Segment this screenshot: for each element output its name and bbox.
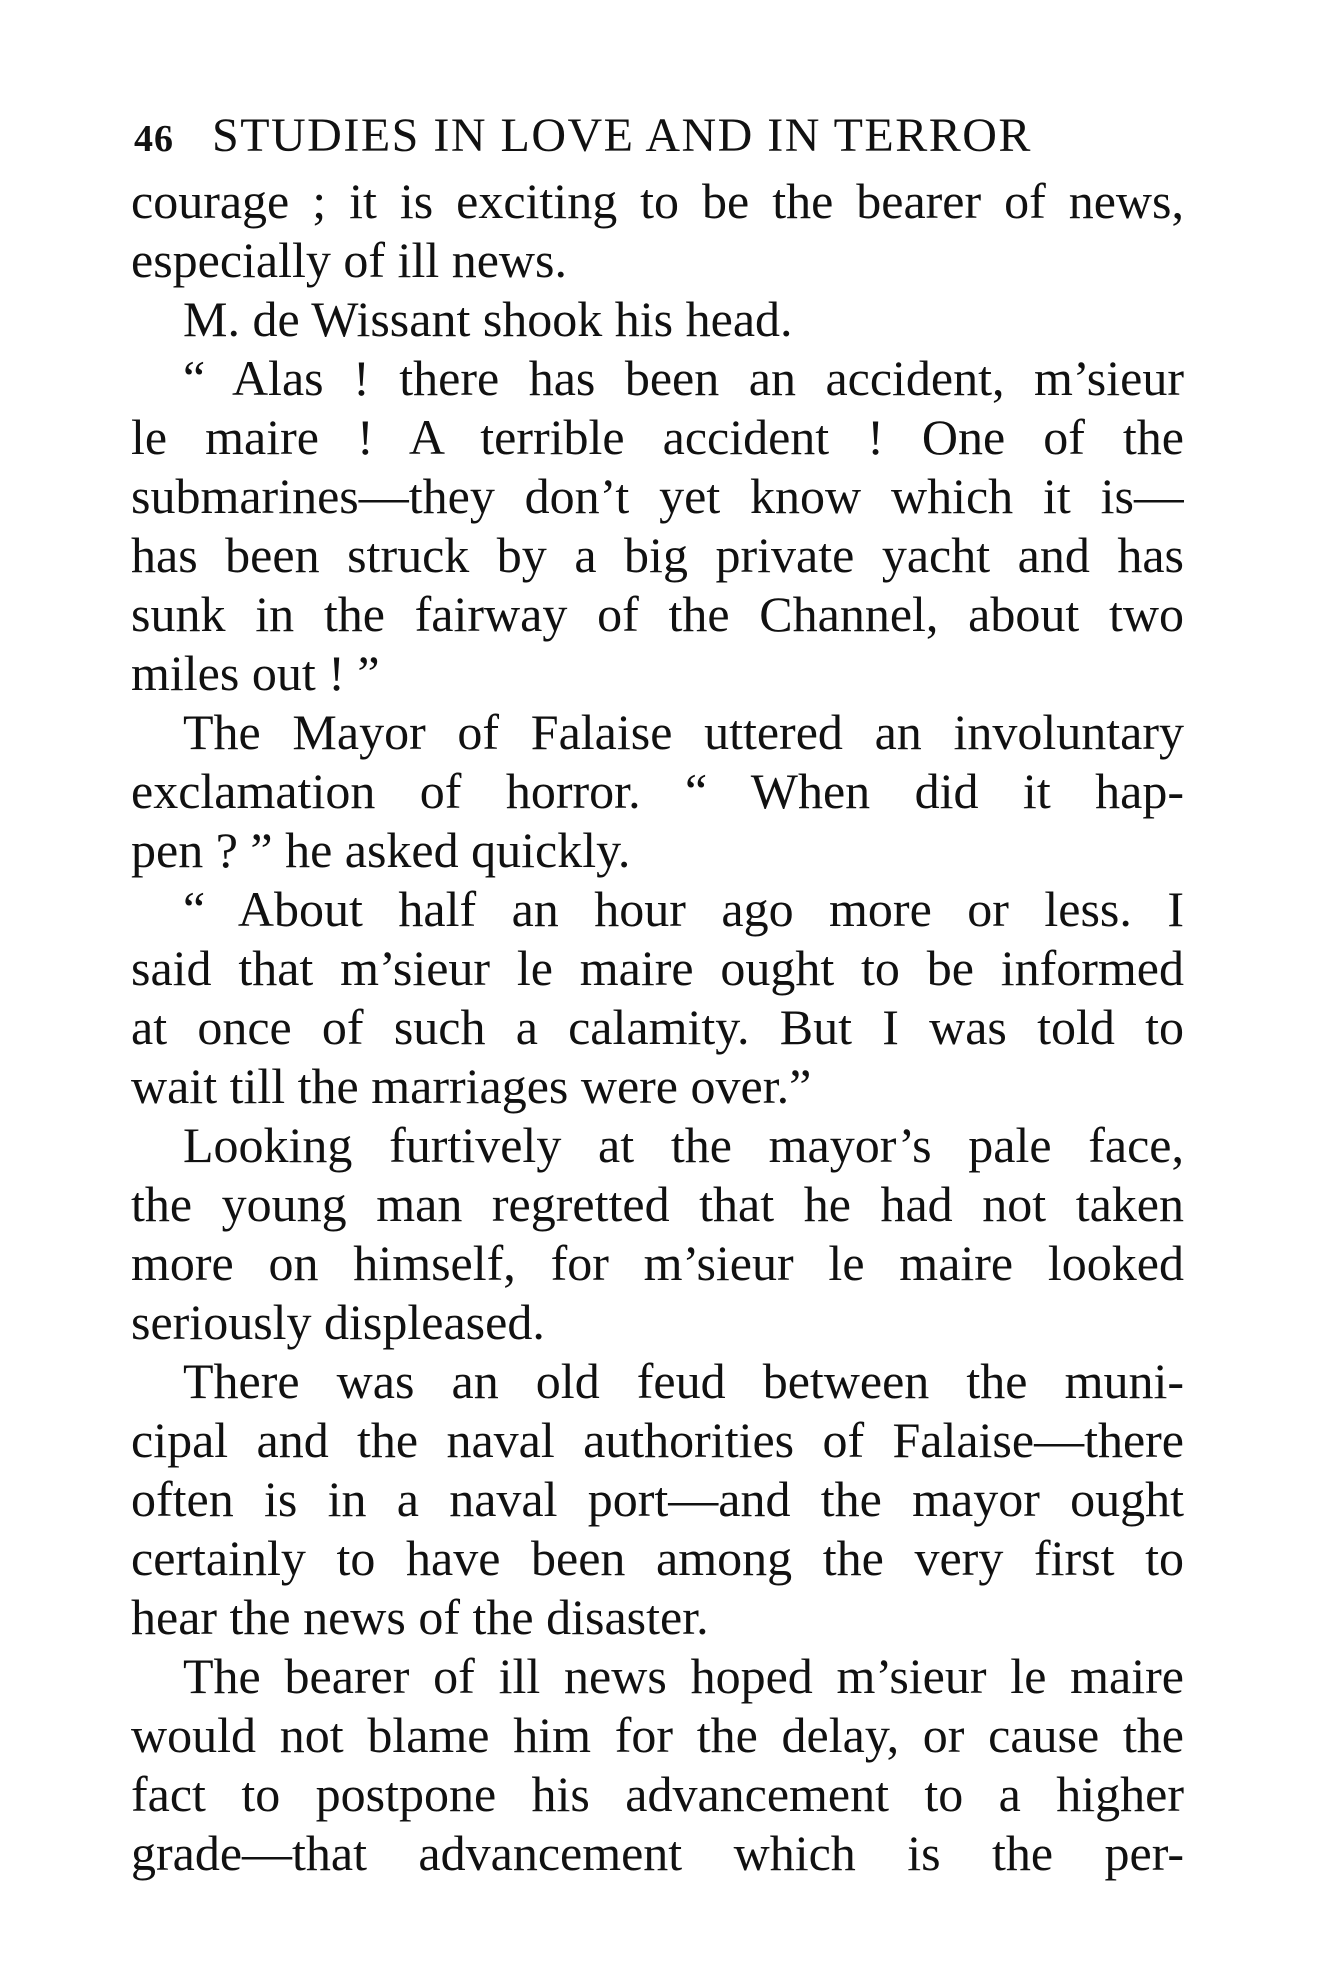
text-line: said that m’sieur le maire ought to be informed: [131, 940, 1184, 996]
page-number: 46: [134, 118, 174, 160]
text-line: There was an old feud between the muni-: [183, 1353, 1184, 1409]
text-line: sunk in the fairway of the Channel, about two: [131, 586, 1184, 642]
running-title: STUDIES IN LOVE AND IN TERROR: [212, 109, 1032, 162]
text-line: seriously displeased.: [131, 1294, 545, 1350]
text-line: pen ? ” he asked quickly.: [131, 822, 631, 878]
text-line: fact to postpone his advancement to a higher: [131, 1766, 1184, 1822]
text-line: exclamation of horror. “ When did it hap-: [131, 763, 1184, 819]
text-line: especially of ill news.: [131, 232, 567, 288]
text-line: Looking furtively at the mayor’s pale face,: [183, 1117, 1184, 1173]
text-line: more on himself, for m’sieur le maire looked: [131, 1235, 1184, 1291]
text-line: has been struck by a big private yacht and has: [131, 527, 1184, 583]
text-line: the young man regretted that he had not taken: [131, 1176, 1184, 1232]
text-line: courage ; it is exciting to be the bearer of news,: [131, 173, 1184, 229]
text-line: often is in a naval port—and the mayor ought: [131, 1471, 1184, 1527]
text-line: le maire ! A terrible accident ! One of the: [131, 409, 1184, 465]
text-line: miles out ! ”: [131, 645, 380, 701]
text-line: at once of such a calamity. But I was told to: [131, 999, 1184, 1055]
text-line: hear the news of the disaster.: [131, 1589, 709, 1645]
text-line: The bearer of ill news hoped m’sieur le maire: [183, 1648, 1184, 1704]
text-line: M. de Wissant shook his head.: [183, 291, 793, 347]
text-line: grade—that advancement which is the per-: [131, 1825, 1184, 1881]
text-line: The Mayor of Falaise uttered an involuntary: [183, 704, 1184, 760]
body-text: [131, 172, 1184, 1883]
text-line: “ Alas ! there has been an accident, m’sieur: [183, 350, 1184, 406]
text-line: cipal and the naval authorities of Falaise—there: [131, 1412, 1184, 1468]
running-head: [134, 106, 1214, 166]
text-line: submarines—they don’t yet know which it is—: [131, 468, 1184, 524]
text-line: wait till the marriages were over.”: [131, 1058, 812, 1114]
text-line: certainly to have been among the very first to: [131, 1530, 1184, 1586]
text-line: “ About half an hour ago more or less. I: [183, 881, 1184, 937]
text-line: would not blame him for the delay, or cause the: [131, 1707, 1184, 1763]
